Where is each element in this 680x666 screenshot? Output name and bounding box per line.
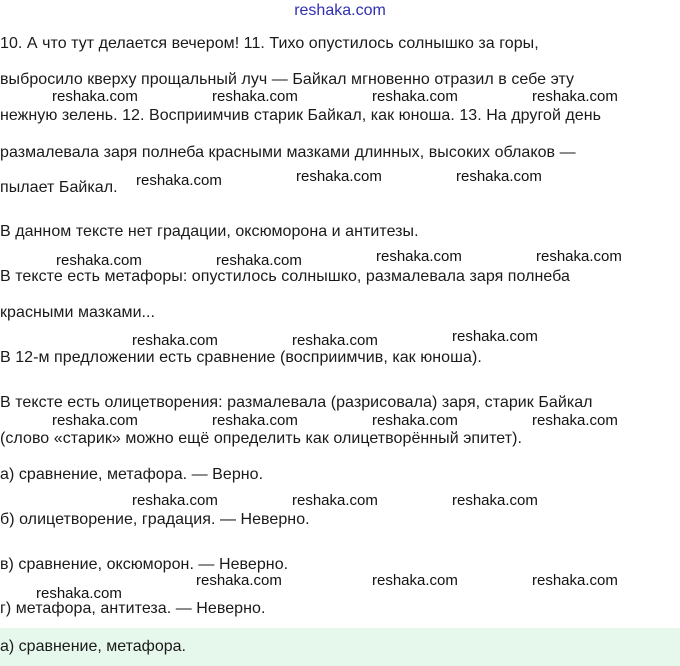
text-line: а) сравнение, метафора. — Верно. [0,466,264,483]
site-header-watermark: reshaka.com [294,2,386,19]
text-line: В 12-м предложении есть сравнение (восприимчив, как юноша). [0,349,482,366]
answer-text: а) сравнение, метафора. [0,638,186,655]
text-line: В тексте есть метафоры: опустилось солнышко, размалевала заря полнеба [0,268,570,285]
text-line: В тексте есть олицетворения: размалевала (разрисовала) заря, старик Байкал [0,394,593,411]
watermark-text: reshaka.com [372,88,458,105]
watermark-text: reshaka.com [212,412,298,429]
watermark-text: reshaka.com [372,572,458,589]
text-line: красными мазками... [0,304,156,321]
watermark-text: reshaka.com [196,572,282,589]
watermark-text: reshaka.com [372,412,458,429]
watermark-text: reshaka.com [456,168,542,185]
watermark-text: reshaka.com [52,88,138,105]
text-line: нежную зелень. 12. Восприимчив старик Байкал, как юноша. 13. На другой день [0,107,602,124]
watermark-text: reshaka.com [36,585,122,602]
text-line: пылает Байкал. [0,179,118,196]
watermark-text: reshaka.com [532,572,618,589]
watermark-text: reshaka.com [536,248,622,265]
watermark-text: reshaka.com [292,332,378,349]
watermark-text: reshaka.com [452,328,538,345]
text-line: размалевала заря полнеба красными мазками длинных, высоких облаков — [0,144,576,161]
watermark-text: reshaka.com [216,252,302,269]
text-line: 10. А что тут делается вечером! 11. Тихо опустилось солнышко за горы, [0,35,539,52]
watermark-text: reshaka.com [376,248,462,265]
text-line: в) сравнение, оксюморон. — Неверно. [0,556,289,573]
watermark-text: reshaka.com [56,252,142,269]
text-line: б) олицетворение, градация. — Неверно. [0,511,310,528]
watermark-text: reshaka.com [452,492,538,509]
watermark-text: reshaka.com [132,492,218,509]
watermark-text: reshaka.com [136,172,222,189]
watermark-text: reshaka.com [532,412,618,429]
watermark-text: reshaka.com [296,168,382,185]
watermark-text: reshaka.com [132,332,218,349]
answer-box [0,628,680,666]
text-line: г) метафора, антитеза. — Неверно. [0,600,266,617]
text-line: В данном тексте нет градации, оксюморона и антитезы. [0,223,419,240]
watermark-text: reshaka.com [212,88,298,105]
watermark-text: reshaka.com [52,412,138,429]
watermark-text: reshaka.com [292,492,378,509]
text-line: выбросило кверху прощальный луч — Байкал мгновенно отразил в себе эту [0,71,575,88]
text-line: (слово «старик» можно ещё определить как олицетворённый эпитет). [0,430,522,447]
watermark-text: reshaka.com [532,88,618,105]
